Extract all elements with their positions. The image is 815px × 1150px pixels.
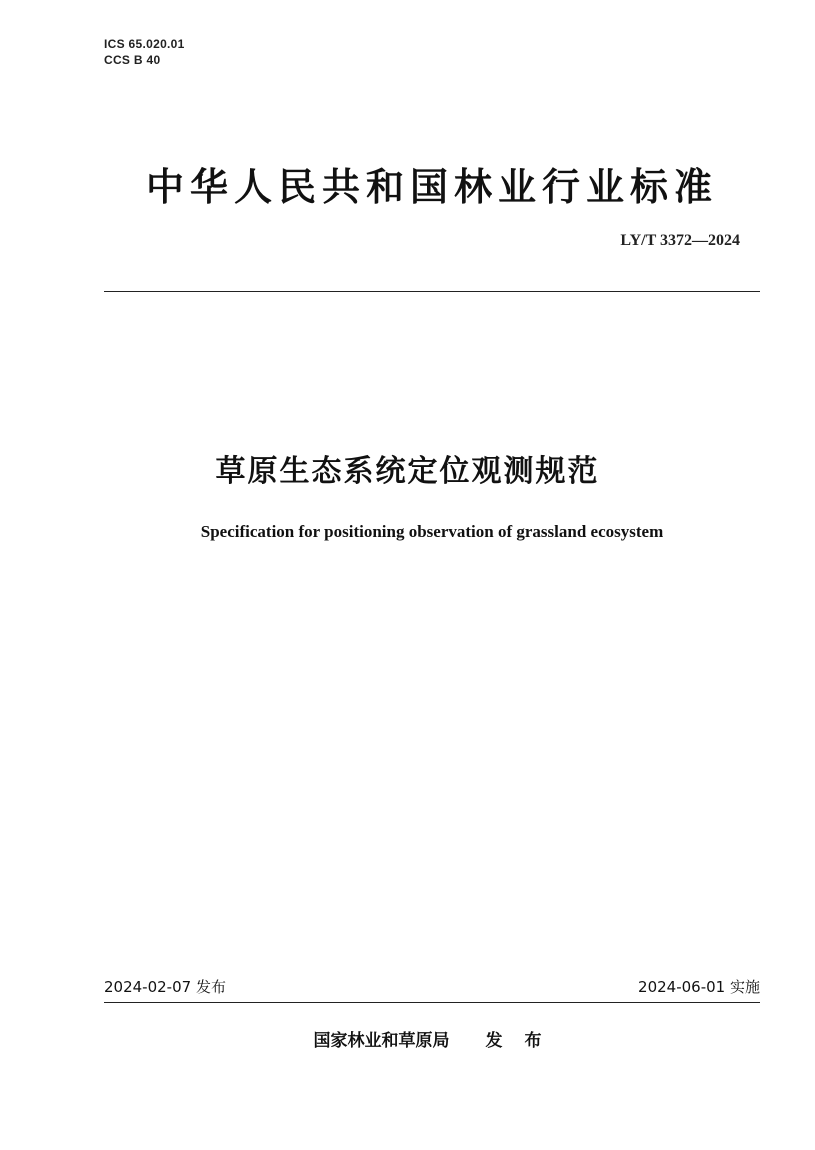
- ccs-code: CCS B 40: [104, 53, 161, 67]
- issue-date: 2024-02-07 发布: [104, 978, 226, 996]
- document-title-chinese: 草原生态系统定位观测规范: [215, 454, 600, 489]
- ics-code: ICS 65.020.01: [104, 37, 185, 51]
- issuer-name: 国家林业和草原局: [313, 1031, 450, 1051]
- standard-type-title: 中华人民共和国林业行业标准: [145, 165, 718, 209]
- classification-codes: [104, 36, 185, 68]
- issuer-action: 发 布: [485, 1031, 550, 1051]
- bottom-divider: [104, 1002, 760, 1003]
- top-divider: [104, 291, 760, 292]
- standard-number: LY/T 3372—2024: [620, 232, 740, 249]
- issuer-line: [0, 1026, 815, 1051]
- implementation-date: 2024-06-01 实施: [638, 978, 760, 996]
- document-title-english: Specification for positioning observation of grassland ecosystem: [200, 522, 664, 541]
